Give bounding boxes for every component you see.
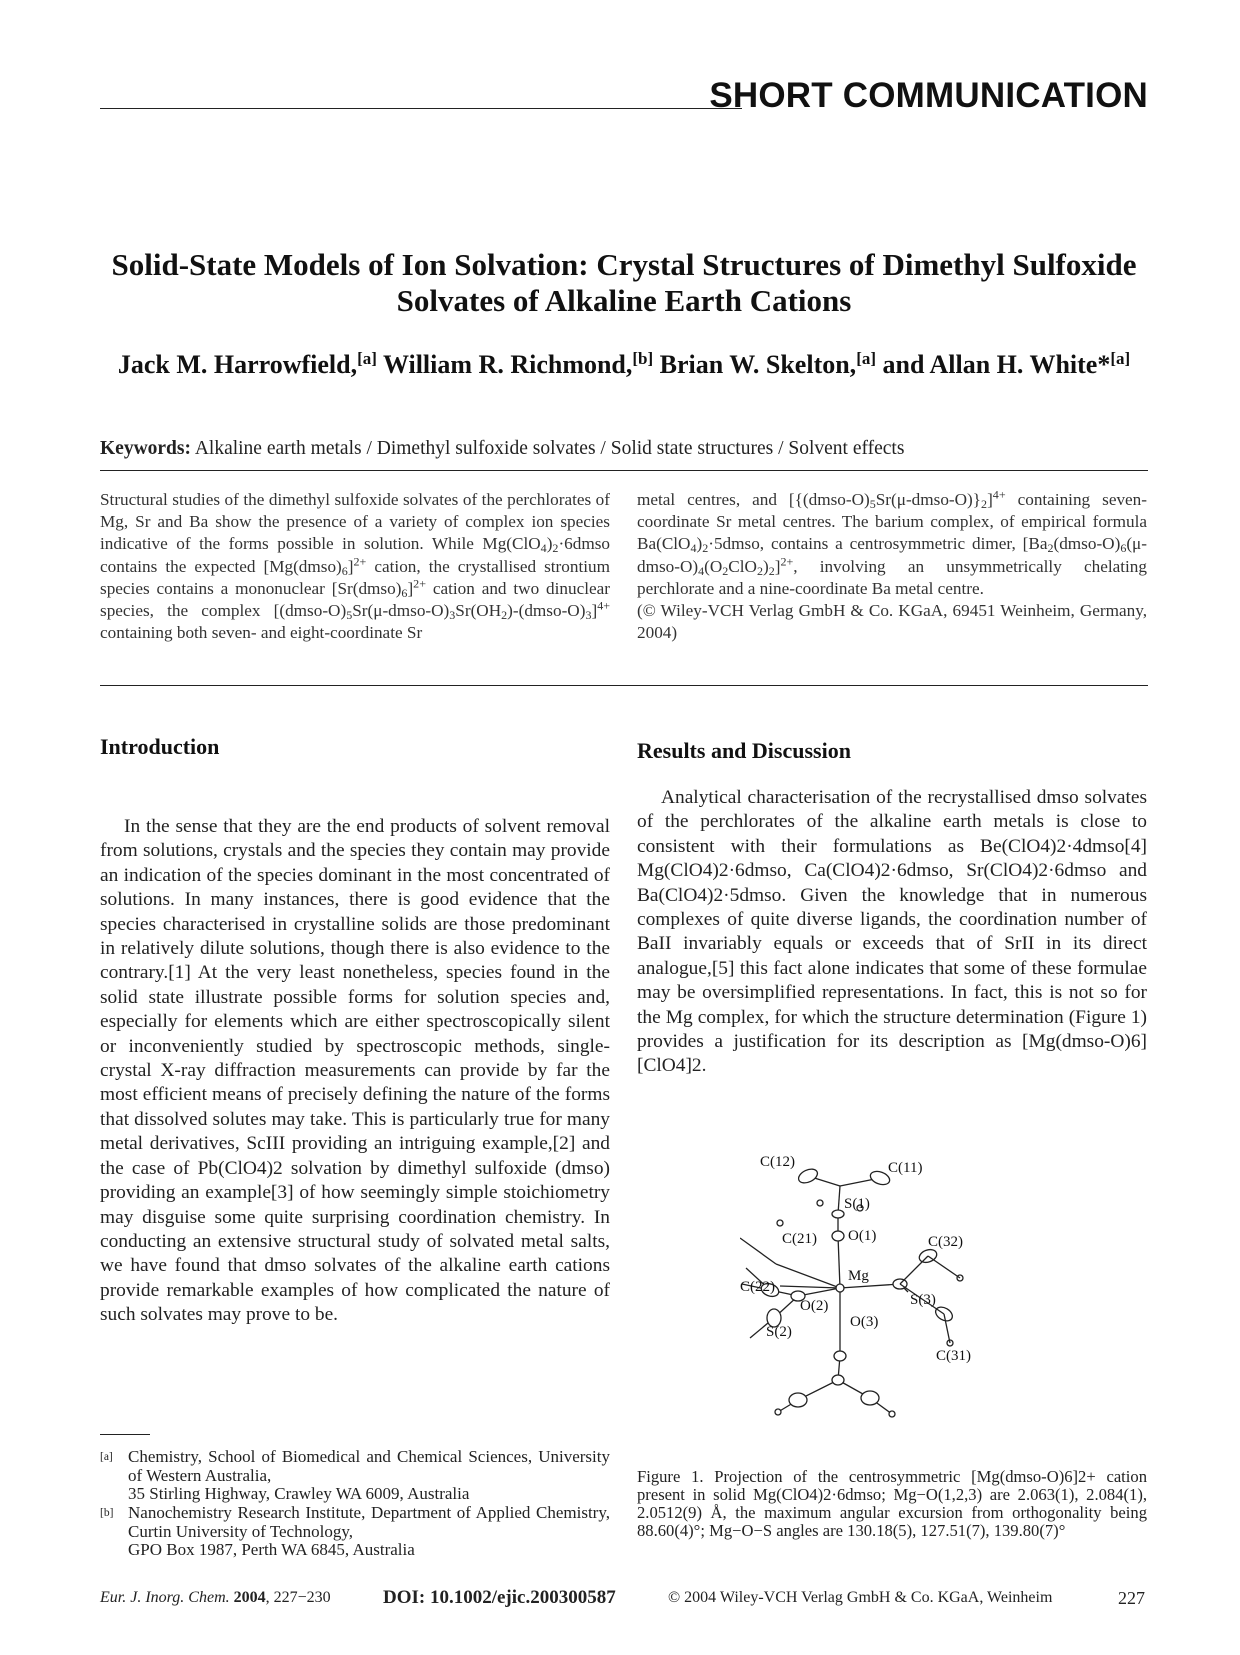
affiliation-mark: [a] — [1110, 349, 1131, 368]
atom-label: C(12) — [760, 1154, 795, 1170]
footnote-mark: [a] — [100, 1451, 113, 1463]
page-number: 227 — [1118, 1588, 1145, 1608]
author-name: and Allan H. White* — [882, 350, 1111, 379]
figure-caption — [637, 1468, 1147, 1540]
atom-label: C(31) — [936, 1348, 971, 1364]
atom-label: S(1) — [844, 1196, 870, 1212]
author-name: Brian W. Skelton, — [659, 350, 857, 379]
intro-body — [100, 815, 610, 1328]
author-list — [100, 349, 1148, 381]
author-name: William R. Richmond, — [382, 350, 633, 379]
atom-label: C(32) — [928, 1234, 963, 1250]
results-heading: Results and Discussion — [637, 738, 851, 763]
abstract-copyright: (© Wiley-VCH Verlag GmbH & Co. KGaA, 69451 Weinheim, Germany, 2004) — [637, 601, 1147, 643]
keywords-rule — [100, 470, 1148, 471]
abstract-rule — [100, 685, 1148, 686]
atom-label: C(21) — [782, 1231, 817, 1247]
footer-copyright: © 2004 Wiley-VCH Verlag GmbH & Co. KGaA, Weinheim — [668, 1589, 1053, 1606]
keywords — [100, 436, 904, 462]
article-title: Solid-State Models of Ion Solvation: Crystal Structures of Dimethyl Sulfoxide Solvates of Alkaline Earth Cations — [111, 247, 1137, 318]
abstract-text-left: Structural studies of the dimethyl sulfoxide solvates of the perchlorates of Mg, Sr and Ba show the presence of a variety of complex ion species indicative of the forms possible in solution. While $Mg(ClO_4)_2\cdot 6dmso$ contains the expected $[Mg(dmso)_6]^{2+}$ cation, the crystallised strontium species contains a mononuclear $[Sr(dmso)_6]^{2+}$ cation and two dinuclear species, the complex $[(dmso-O)_5Sr(\mu-dmso-O)_3Sr(OH_2)-(dmso-O)_3]^{4+}$ containing both seven- and eight-coordinate Sr — [100, 490, 610, 643]
footnote-line: GPO Box 1987, Perth WA 6845, Australia — [128, 1540, 415, 1559]
atom-label: O(3) — [850, 1314, 879, 1330]
affiliation-mark: [a] — [856, 349, 877, 368]
footer-citation: Eur. J. Inorg. Chem. 2004, 227−230 — [100, 1589, 331, 1606]
atom-label: C(11) — [888, 1160, 923, 1176]
atom-label: O(1) — [848, 1228, 877, 1244]
footnote-mark: [b] — [100, 1507, 114, 1519]
atom-labels — [740, 1154, 971, 1364]
footnote-line: Nanochemistry Research Institute, Department of Applied Chemistry, Curtin University of Technology, — [128, 1503, 610, 1541]
abstract-text-right: metal centres, and $[\{(dmso-O)_5Sr(\mu-dmso-O)\}_2]^{4+}$ containing seven-coordinate Sr metal centres. The barium complex, of empirical formula $Ba(ClO_4)_2\cdot 5dmso$, contains a centrosymmetric dimer, $[Ba_2(dmso-O)_6(\mu-dmso-O)_4(O_2ClO_2)_2]^{2+}$, involving an unsymmetrically chelating perchlorate and a nine-coordinate Ba metal centre. — [637, 487, 1147, 598]
intro-paragraph: In the sense that they are the end products of solvent removal from solutions, crystals and the species they contain may provide an indication of the species dominant in the most concentrated of solutions. In many instances, there is good evidence that the species characterised in crystalline solids are those predominant in relatively dilute solutions, though there is also evidence to the contrary.[1] At the very least nonetheless, species found in the solid state illustrate possible forms for solution species and, especially for elements which are either spectroscopically silent or inconveniently studied by spectroscopic methods, single-crystal X-ray diffraction measurements can provide by far the most efficient means of precisely defining the nature of the forms that dissolved solutes may take. This is particularly true for many metal derivatives, ScIII providing an intriguing example,[2] and the case of Pb(ClO4)2 solvation by dimethyl sulfoxide (dmso) providing an example[3] of how seemingly simple stoichiometry may disguise some quite surprising coordination chemistry. In conducting an extensive structural study of solvated metal salts, we have found that dmso solvates of the alkaline earth cations provide remarkable examples of how complicated the nature of such solvates may prove to be. — [100, 816, 610, 1326]
keywords-text: Alkaline earth metals / Dimethyl sulfoxide solvates / Solid state structures / Solvent effects — [194, 438, 905, 459]
footnote-line: Chemistry, School of Biomedical and Chemical Sciences, University of Western Australia, — [128, 1447, 610, 1485]
results-paragraph: Analytical characterisation of the recrystallised dmso solvates of the perchlorates of the alkaline earth metals is close to consistent with their formulations as Be(ClO4)2·4dmso[4] Mg(ClO4)2·6dmso, Ca(ClO4)2·6dmso, Sr(ClO4)2·6dmso and Ba(ClO4)2·5dmso. Given the knowledge that in numerous complexes of quite diverse ligands, the coordination number of BaII invariably equals or exceeds that of SrII in its direct analogue,[5] this fact alone indicates that some of these formulae may be oversimplified representations. In fact, this is not so for the Mg complex, for which the structure determination (Figure 1) provides a justification for its description as [Mg(dmso-O)6][ClO4]2. — [637, 787, 1147, 1077]
footnote-b — [100, 1504, 610, 1560]
header-rule — [100, 108, 742, 109]
atom-label: O(2) — [800, 1298, 829, 1314]
affiliation-mark: [a] — [357, 349, 377, 368]
section-tag: SHORT COMMUNICATION — [709, 76, 1148, 115]
atom-label: C(22) — [740, 1279, 775, 1295]
intro-heading: Introduction — [100, 734, 220, 759]
author-name: Jack M. Harrowfield, — [117, 350, 358, 379]
affiliation-mark: [b] — [632, 349, 654, 368]
results-body — [637, 786, 1147, 1079]
atom-label: S(2) — [766, 1324, 792, 1340]
abstract-right-column — [637, 489, 1147, 644]
figure-1-molecular-structure — [740, 1108, 1040, 1438]
atom-label: S(3) — [910, 1292, 936, 1308]
footnote-rule — [100, 1434, 150, 1435]
keywords-label: Keywords: — [100, 438, 191, 459]
atom-label: Mg — [848, 1268, 869, 1284]
footnote-line: 35 Stirling Highway, Crawley WA 6009, Australia — [128, 1484, 470, 1503]
abstract-left-column — [100, 489, 610, 644]
footnote-a — [100, 1448, 610, 1504]
footer-doi[interactable]: DOI: 10.1002/ejic.200300587 — [383, 1587, 616, 1608]
page-footer — [0, 1587, 1240, 1611]
figure-caption-text: Figure 1. Projection of the centrosymmetric [Mg(dmso-O)6]2+ cation present in solid Mg(ClO4)2·6dmso; Mg−O(1,2,3) are 2.063(1), 2.084(1), 2.0512(9) Å, the maximum angular excursion from orthogonality being 88.60(4)°; Mg−O−S angles are 130.18(5), 127.51(7), 139.80(7)° — [637, 1467, 1147, 1540]
